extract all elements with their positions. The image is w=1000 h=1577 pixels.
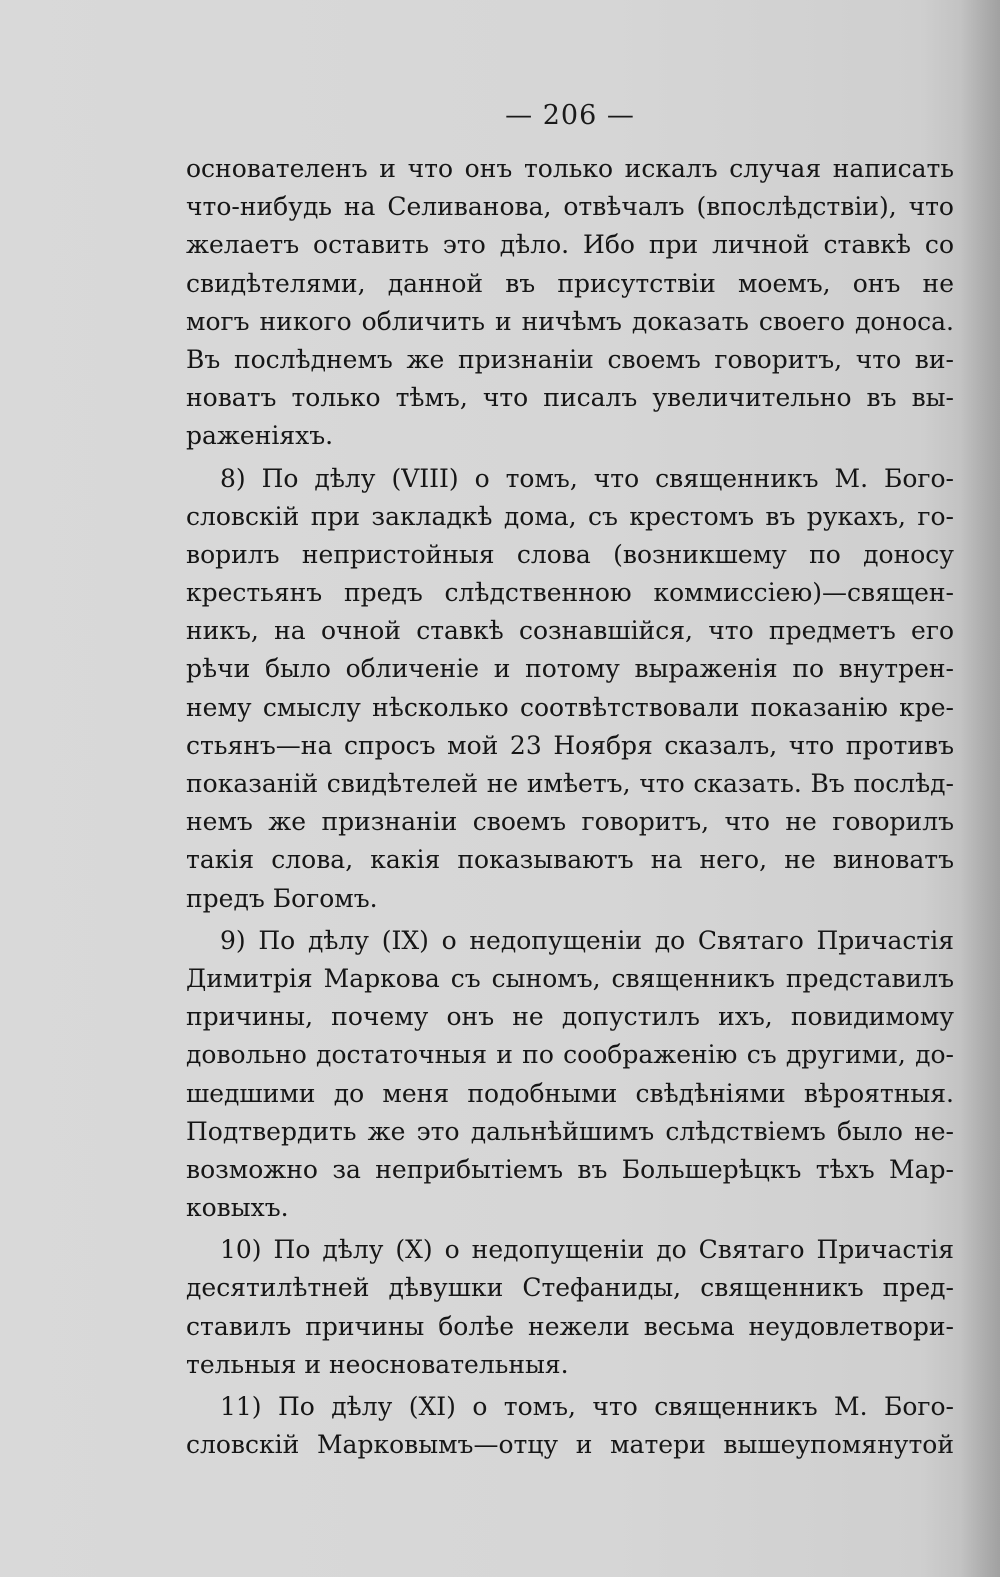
- paragraph: [186, 1231, 954, 1384]
- text-line: ворилъ непристойныя слова (возникшему по доносу: [186, 539, 954, 569]
- text-line: тельныя и неосновательныя.: [186, 1349, 569, 1379]
- text-line: могъ никого обличить и ничѣмъ доказать своего доноса.: [186, 306, 954, 336]
- text-line: что-нибудь на Селиванова, отвѣчалъ (впослѣдствіи), что: [186, 192, 954, 222]
- text-line: Подтвердить же это дальнѣйшимъ слѣдствіемъ было не-: [186, 1116, 954, 1146]
- text-line: десятилѣтней дѣвушки Стефаниды, священникъ пред-: [186, 1273, 954, 1303]
- text-line: возможно за неприбытіемъ въ Большерѣцкъ тѣхъ Мар-: [186, 1154, 954, 1184]
- text-line: 8) По дѣлу (VIII) о томъ, что священникъ М. Бого-: [220, 463, 954, 493]
- paragraph: [186, 922, 954, 1228]
- page-number: — 206 —: [505, 100, 635, 131]
- body-text: [186, 150, 954, 1464]
- text-line: стьянъ—на спросъ мой 23 Ноября сказалъ, что противъ: [186, 730, 954, 760]
- page-shadow-edge: [960, 0, 1000, 1577]
- text-line: предъ Богомъ.: [186, 883, 378, 913]
- paragraph: [186, 1388, 954, 1464]
- text-line: рѣчи было обличеніе и потому выраженія по внутрен-: [186, 654, 954, 684]
- paragraph: [186, 150, 954, 456]
- text-line: никъ, на очной ставкѣ сознавшійся, что предметъ его: [186, 616, 954, 646]
- text-line: довольно достаточныя и по соображенію съ другими, до-: [186, 1040, 954, 1070]
- paragraph: [186, 460, 954, 918]
- text-line: 11) По дѣлу (XI) о томъ, что священникъ М. Бого-: [220, 1392, 954, 1421]
- text-line: нему смыслу нѣсколько соотвѣтствовали показанію кре-: [186, 692, 954, 722]
- text-line: ставилъ причины болѣе нежели весьма неудовлетвори-: [186, 1311, 954, 1341]
- text-line: словскій Марковымъ—отцу и матери вышеупомянутой: [186, 1430, 954, 1460]
- text-line: шедшими до меня подобными свѣдѣніями вѣроятныя.: [186, 1078, 954, 1108]
- text-line: основателенъ и что онъ только искалъ случая написать: [186, 154, 954, 183]
- text-line: словскій при закладкѣ дома, съ крестомъ въ рукахъ, го-: [186, 501, 954, 531]
- text-line: крестьянъ предъ слѣдственною коммиссіею)—священ-: [186, 578, 954, 608]
- text-line: показаній свидѣтелей не имѣетъ, что сказать. Въ послѣд-: [186, 769, 954, 798]
- text-line: ковыхъ.: [186, 1193, 289, 1223]
- text-line: такія слова, какія показываютъ на него, не виноватъ: [186, 845, 954, 875]
- text-line: 10) По дѣлу (X) о недопущеніи до Святаго Причастія: [220, 1235, 954, 1265]
- text-line: свидѣтелями, данной въ присутствіи моемъ, онъ не: [186, 268, 954, 298]
- text-line: раженіяхъ.: [186, 421, 334, 451]
- text-line: желаетъ оставить это дѣло. Ибо при личной ставкѣ со: [186, 230, 954, 260]
- text-line: 9) По дѣлу (IX) о недопущеніи до Святаго Причастія: [220, 925, 954, 955]
- text-line: Въ послѣднемъ же признаніи своемъ говоритъ, что ви-: [186, 344, 954, 374]
- text-line: причины, почему онъ не допустилъ ихъ, повидимому: [186, 1002, 954, 1032]
- text-line: немъ же признаніи своемъ говоритъ, что не говорилъ: [186, 807, 954, 837]
- text-line: новатъ только тѣмъ, что писалъ увеличительно въ вы-: [186, 383, 954, 413]
- text-line: Димитрія Маркова съ сыномъ, священникъ представилъ: [186, 963, 954, 993]
